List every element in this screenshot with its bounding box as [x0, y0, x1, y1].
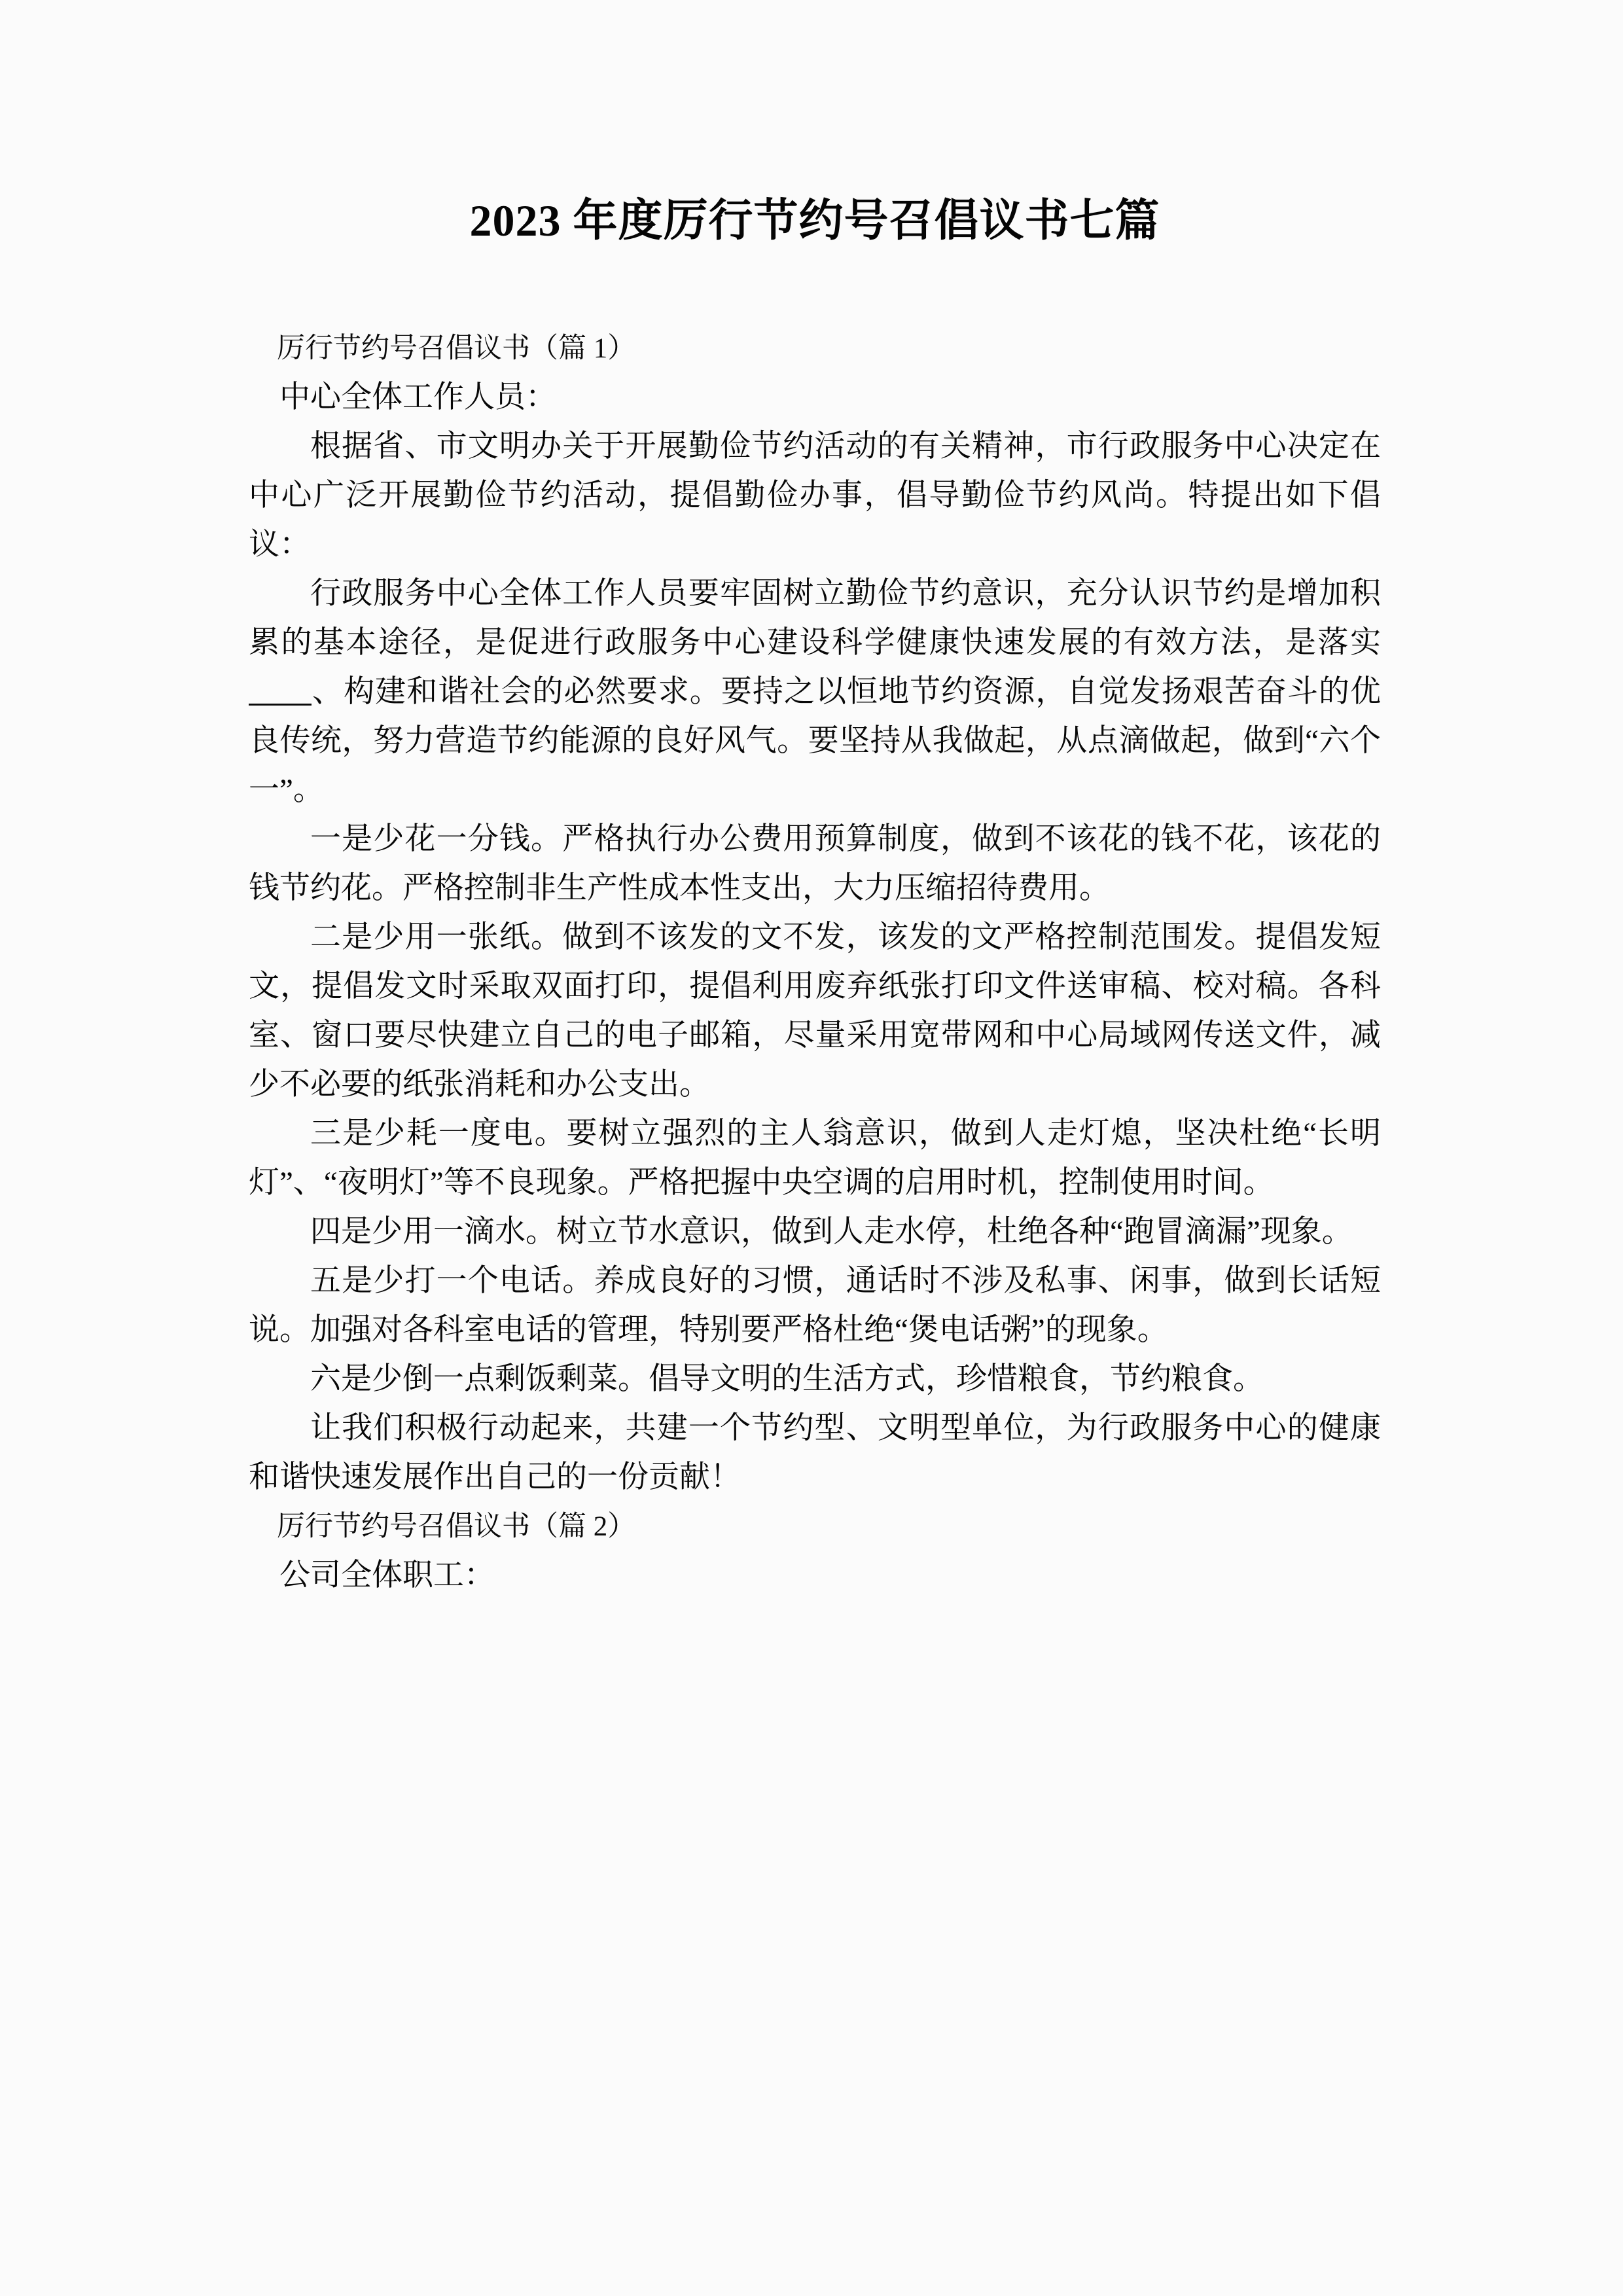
paragraph-item-six: 六是少倒一点剩饭剩菜。倡导文明的生活方式，珍惜粮食，节约粮食。 — [310, 1361, 1264, 1396]
paragraph-awareness-text: 行政服务中心全体工作人员要牢固树立勤俭节约意识，充分认识节约是增加积累的基本途径，是促进行政服务中心建设科学健康快速发展的有效方法，是落实 — [249, 576, 1381, 660]
section-heading-1: 厉行节约号召倡议书（篇 1） — [277, 332, 636, 364]
paragraph-item-five: 五是少打一个电话。养成良好的习惯，通话时不涉及私事、闲事，做到长话短说。加强对各科室电话的管理，特别要严格杜绝“煲电话粥”的现象。 — [249, 1263, 1381, 1347]
fill-in-blank — [249, 704, 312, 706]
section-heading-2: 厉行节约号召倡议书（篇 2） — [277, 1511, 636, 1542]
salutation-2: 公司全体职工： — [279, 1558, 495, 1592]
paragraph-awareness-tail: 、构建和谐社会的必然要求。要持之以恒地节约资源，自觉发扬艰苦奋斗的优良传统，努力营造节约能源的良好风气。要坚持从我做起，从点滴做起，做到“六个一”。 — [249, 674, 1381, 807]
title-spacer — [249, 245, 1381, 324]
page-title: 2023 年度厉行节约号召倡议书七篇 — [469, 196, 1160, 245]
paragraph-intro: 根据省、市文明办关于开展勤俭节约活动的有关精神，市行政服务中心决定在中心广泛开展勤俭节约活动，提倡勤俭办事，倡导勤俭节约风尚。特提出如下倡议： — [249, 429, 1381, 562]
paragraph-awareness — [249, 569, 1381, 815]
paragraph-item-one: 一是少花一分钱。严格执行办公费用预算制度，做到不该花的钱不花，该花的钱节约花。严格控制非生产性成本性支出，大力压缩招待费用。 — [249, 821, 1381, 905]
salutation-1: 中心全体工作人员： — [279, 380, 556, 414]
paragraph-closing: 让我们积极行动起来，共建一个节约型、文明型单位，为行政服务中心的健康和谐快速发展作出自己的一份贡献！ — [249, 1410, 1381, 1494]
paragraph-item-four: 四是少用一滴水。树立节水意识，做到人走水停，杜绝各种“跑冒滴漏”现象。 — [310, 1214, 1353, 1249]
paragraph-item-three: 三是少耗一度电。要树立强烈的主人翁意识，做到人走灯熄，坚决杜绝“长明灯”、“夜明灯”等不良现象。严格把握中央空调的启用时机，控制使用时间。 — [249, 1116, 1381, 1200]
paragraph-item-two: 二是少用一张纸。做到不该发的文不发，该发的文严格控制范围发。提倡发短文，提倡发文时采取双面打印，提倡利用废弃纸张打印文件送审稿、校对稿。各科室、窗口要尽快建立自己的电子邮箱，尽量采用宽带网和中心局域网传送文件，减少不必要的纸张消耗和办公支出。 — [249, 920, 1381, 1102]
page-content — [249, 0, 1381, 1600]
